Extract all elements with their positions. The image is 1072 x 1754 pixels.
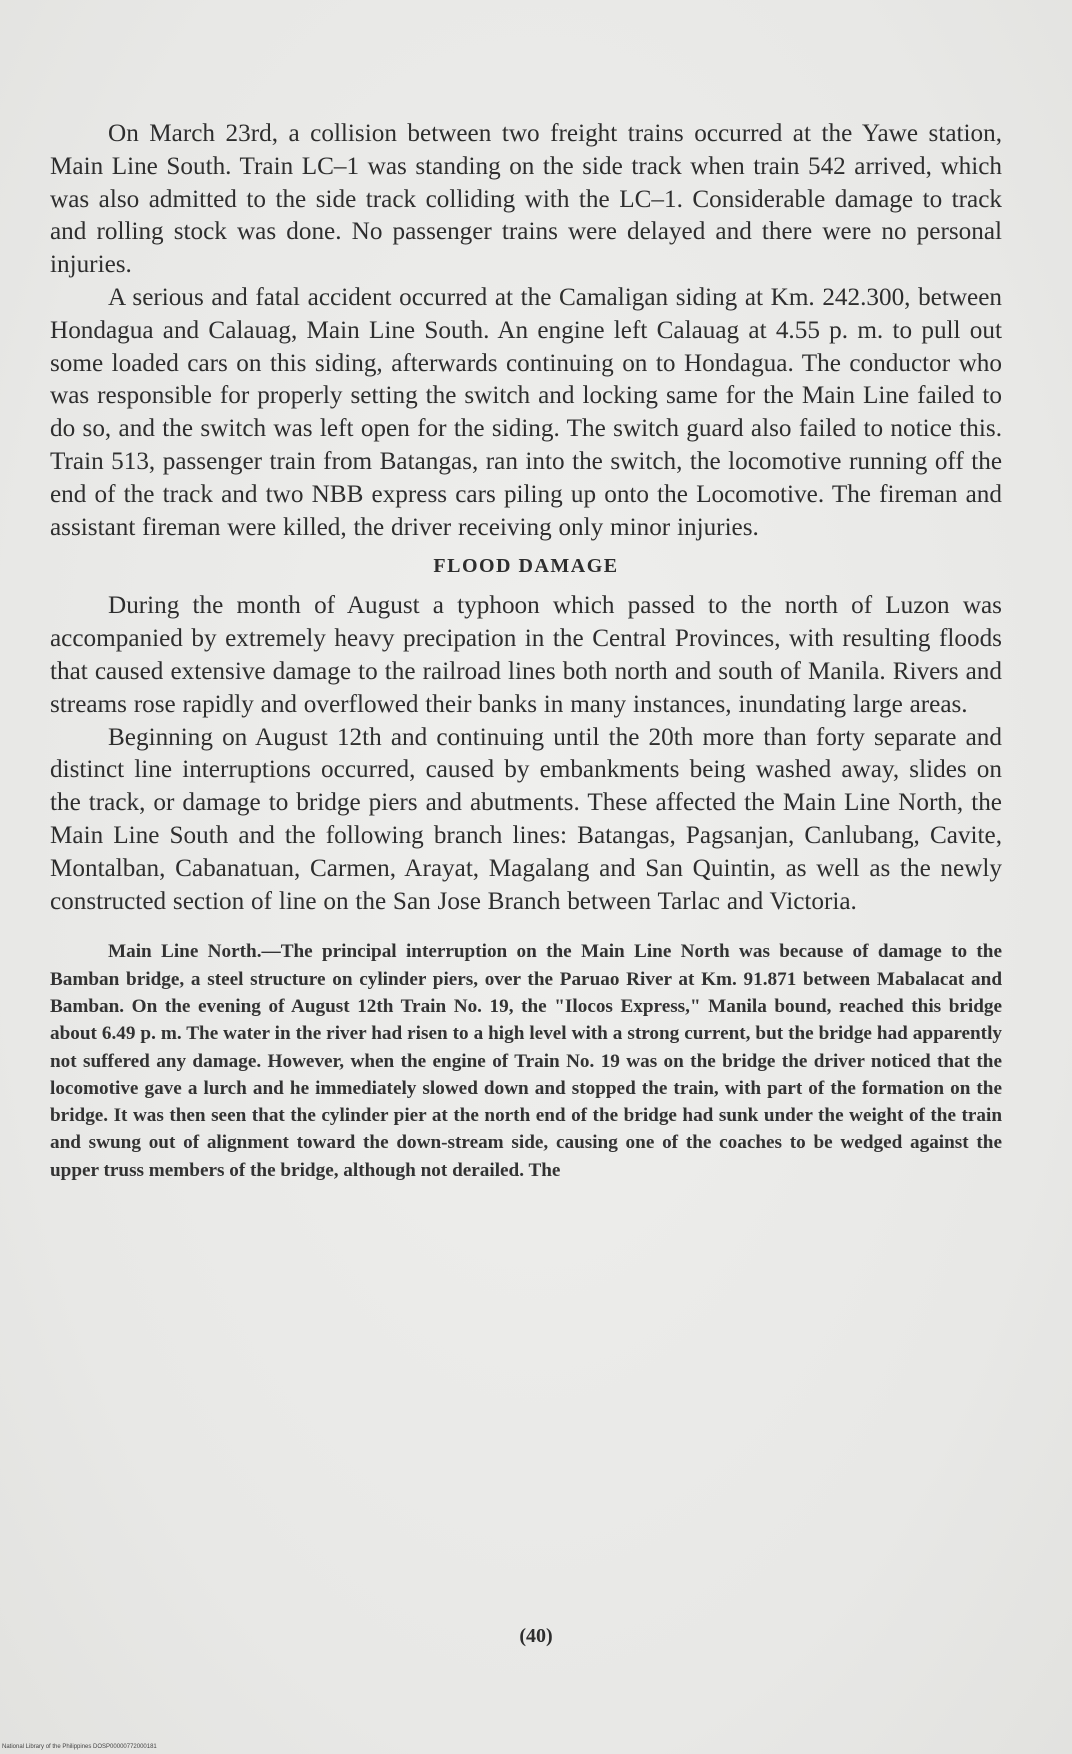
run-in-heading: Main Line North. (108, 941, 262, 963)
footer-credit: National Library of the Philippines DOSP00000772000181 (2, 1744, 157, 1750)
paragraph-collision: On March 23rd, a collision between two freight trains occurred at the Yawe station, Main Line South. Train LC–1 was standing on the side track when train 542 arrived, which was also admitted to the side track colliding with the LC–1. Considerable damage to track and rolling stock was done. No passenger trains were delayed and there were no personal injuries. (50, 120, 1002, 279)
paragraph-fatal-accident: A serious and fatal accident occurred at the Camaligan siding at Km. 242.300, between Hondagua and Calauag, Main Line South. An engine left Calauag at 4.55 p. m. to pull out some loaded cars on this siding, afterwards continuing on to Hondagua. The conductor who was responsible for properly setting the switch and locking same for the Main Line failed to do so, and the switch was left open for the siding. The switch guard also failed to notice this. Train 513, passenger train from Batangas, ran into the switch, the locomotive running off the end of the track and two NBB express cars piling up onto the Locomotive. The fireman and assistant fireman were killed, the driver receiving only minor injuries. (50, 283, 1002, 541)
section-heading: FLOOD DAMAGE (433, 555, 619, 578)
page-number: (40) (519, 1625, 553, 1647)
paragraph-main-line-north-text: —The principal interruption on the Main Line North was because of damage to the Bamban bridge, a steel structure on cylinder piers, over the Paruao River at Km. 91.871 between Mabalacat and Bamban. On the evening of August 12th Train No. 19, the "Ilocos Express," Manila bound, reached this bridge about 6.49 p. m. The water in the river had risen to a high level with a strong current, but the bridge had apparently not suffered any damage. However, when the engine of Train No. 19 was on the bridge the driver noticed that the locomotive gave a lurch and he immediately slowed down and stopped the train, with part of the formation on the bridge. It was then seen that the cylinder pier at the north end of the bridge had sunk under the weight of the train and swung out of alignment toward the down-stream side, causing one of the coaches to be wedged against the upper truss members of the bridge, although not derailed. The (50, 941, 1002, 1181)
body-text (50, 118, 1002, 1184)
paragraph-main-line-north (50, 938, 1002, 1184)
paragraph-interruptions: Beginning on August 12th and continuing until the 20th more than forty separate and distinct line interruptions occurred, caused by embankments being washed away, slides on the track, or damage to bridge piers and abutments. These affected the Main Line North, the Main Line South and the following branch lines: Batangas, Pagsanjan, Canlubang, Cavite, Montalban, Cabanatuan, Carmen, Arayat, Magalang and San Quintin, as well as the newly constructed section of line on the San Jose Branch between Tarlac and Victoria. (50, 723, 1002, 915)
paragraph-typhoon: During the month of August a typhoon which passed to the north of Luzon was accompanied by extremely heavy precipation in the Central Provinces, with resulting floods that caused extensive damage to the railroad lines both north and south of Manila. Rivers and streams rose rapidly and overflowed their banks in many instances, inundating large areas. (50, 592, 1002, 718)
